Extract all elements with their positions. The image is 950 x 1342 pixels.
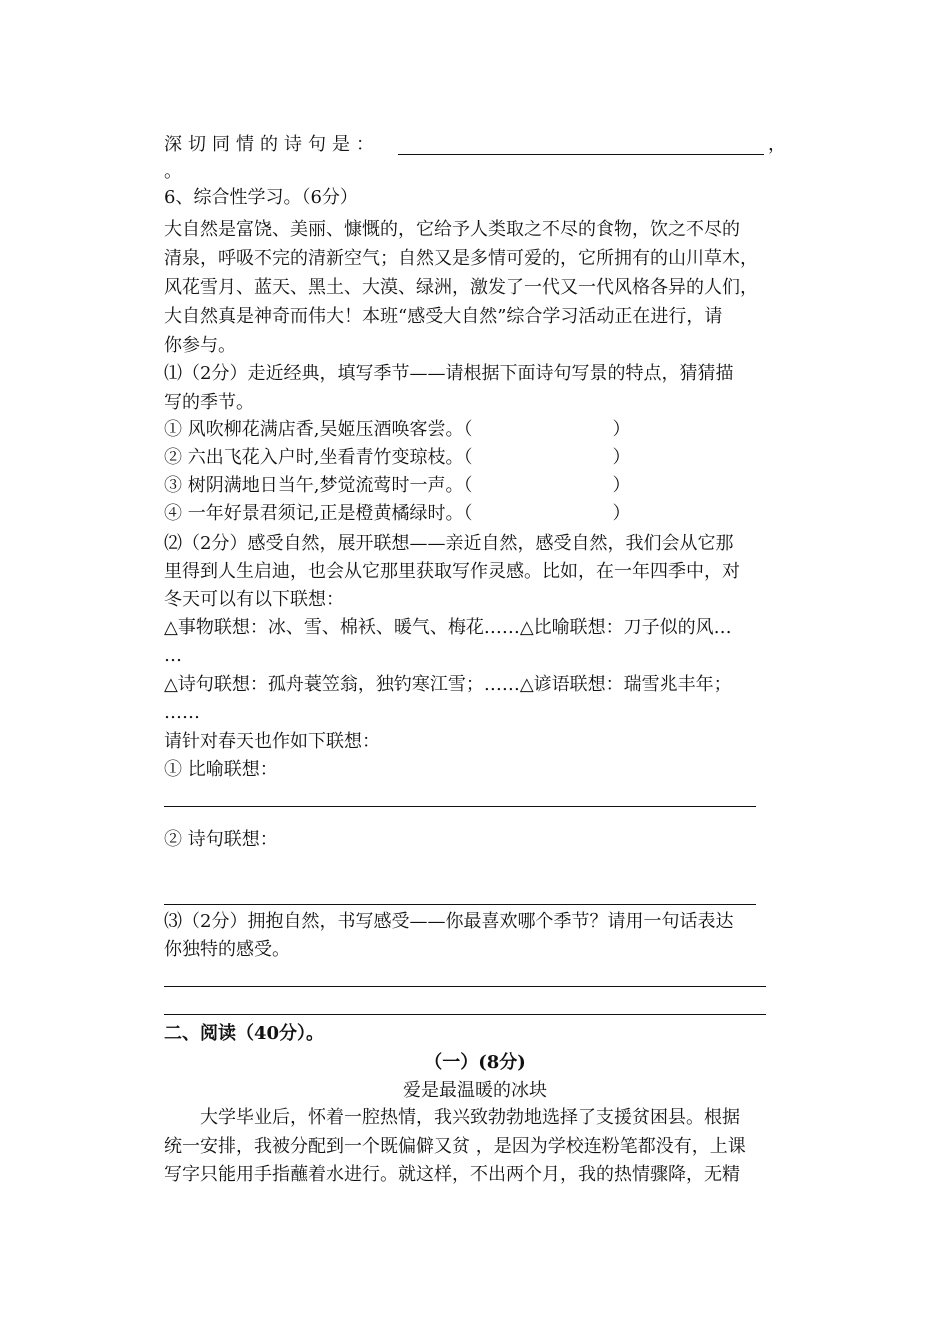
q6-part1-line: 写的季节。 [164, 392, 254, 413]
article-line: 写字只能用手指蘸着水进行。就这样，不出两个月，我的热情骤降，无精 [164, 1164, 740, 1185]
q5-answer-line [398, 154, 764, 155]
q6-part2-line: 请针对春天也作如下联想： [164, 731, 380, 752]
article-line: 大学毕业后，怀着一腔热情，我兴致勃勃地选择了支援贫困县。根据 [200, 1107, 740, 1128]
q6-part2-line: △诗句联想：孤舟蓑笠翁，独钓寒江雪；……△谚语联想：瑞雪兆丰年； [164, 674, 732, 695]
poem-item [164, 418, 630, 442]
q6-part1-line: ⑴（2分）走近经典，填写季节——请根据下面诗句写景的特点，猜猜描 [164, 363, 734, 384]
q6-intro-line: 你参与。 [164, 335, 236, 356]
feeling-answer-line[interactable] [164, 986, 766, 987]
q5-comma: ， [768, 134, 786, 155]
poem-answer-line[interactable] [164, 904, 756, 905]
reading-sub-heading: （一）(8分) [424, 1052, 526, 1073]
feeling-answer-line[interactable] [164, 1014, 766, 1015]
poem-item [164, 474, 630, 498]
q6-part3-line: ⑶（2分）拥抱自然，书写感受——你最喜欢哪个季节？请用一句话表达 [164, 911, 734, 932]
q6-part2-line: … [164, 645, 182, 666]
q6-intro-line: 清泉，呼吸不完的清新空气；自然又是多情可爱的，它所拥有的山川草木， [164, 248, 758, 269]
q6-part2-line: △事物联想：冰、雪、棉袄、暖气、梅花……△比喻联想：刀子似的风… [164, 617, 732, 638]
q6-intro-line: 风花雪月、蓝天、黑土、大漠、绿洲，激发了一代又一代风格各异的人们， [164, 277, 758, 298]
q6-intro-line: 大自然真是神奇而伟大！本班“感受大自然”综合学习活动正在进行，请 [164, 306, 723, 327]
q5-period: 。 [164, 161, 182, 182]
close-paren: ） [612, 475, 631, 496]
close-paren: ） [612, 419, 631, 440]
q6-part3-line: 你独特的感受。 [164, 939, 290, 960]
section2-heading: 二、阅读（40分）。 [164, 1023, 325, 1044]
poem-item-text: ④ 一年好景君须记,正是橙黄橘绿时。（ [164, 503, 473, 524]
q6-heading: 6、综合性学习。（6分） [164, 187, 358, 208]
poem-item-text: ③ 树阴满地日当午,梦觉流莺时一声。（ [164, 475, 473, 496]
q6-part2-line: ⑵（2分）感受自然，展开联想——亲近自然，感受自然，我们会从它那 [164, 533, 734, 554]
close-paren: ） [612, 503, 631, 524]
q5-prompt: 深切同情的诗句是： [164, 134, 380, 155]
article-title: 爱是最温暖的冰块 [403, 1080, 547, 1101]
poem-item-text: ② 六出飞花入户时,坐看青竹变琼枝。（ [164, 447, 473, 468]
q6-intro-line: 大自然是富饶、美丽、慷慨的，它给予人类取之不尽的食物，饮之不尽的 [164, 219, 740, 240]
metaphor-label: ① 比喻联想： [164, 759, 278, 780]
poem-item [164, 446, 630, 470]
poem-label: ② 诗句联想： [164, 829, 278, 850]
q6-part2-line: 里得到人生启迪，也会从它那里获取写作灵感。比如，在一年四季中，对 [164, 561, 740, 582]
article-line: 统一安排，我被分配到一个既偏僻又贫 ，是因为学校连粉笔都没有，上课 [164, 1136, 746, 1157]
poem-item-text: ① 风吹柳花满店香,吴姬压酒唤客尝。（ [164, 419, 473, 440]
metaphor-answer-line[interactable] [164, 806, 756, 807]
close-paren: ） [612, 447, 631, 468]
poem-item [164, 502, 630, 526]
q6-part2-line: 冬天可以有以下联想： [164, 589, 344, 610]
q6-part2-line: …… [164, 702, 200, 723]
